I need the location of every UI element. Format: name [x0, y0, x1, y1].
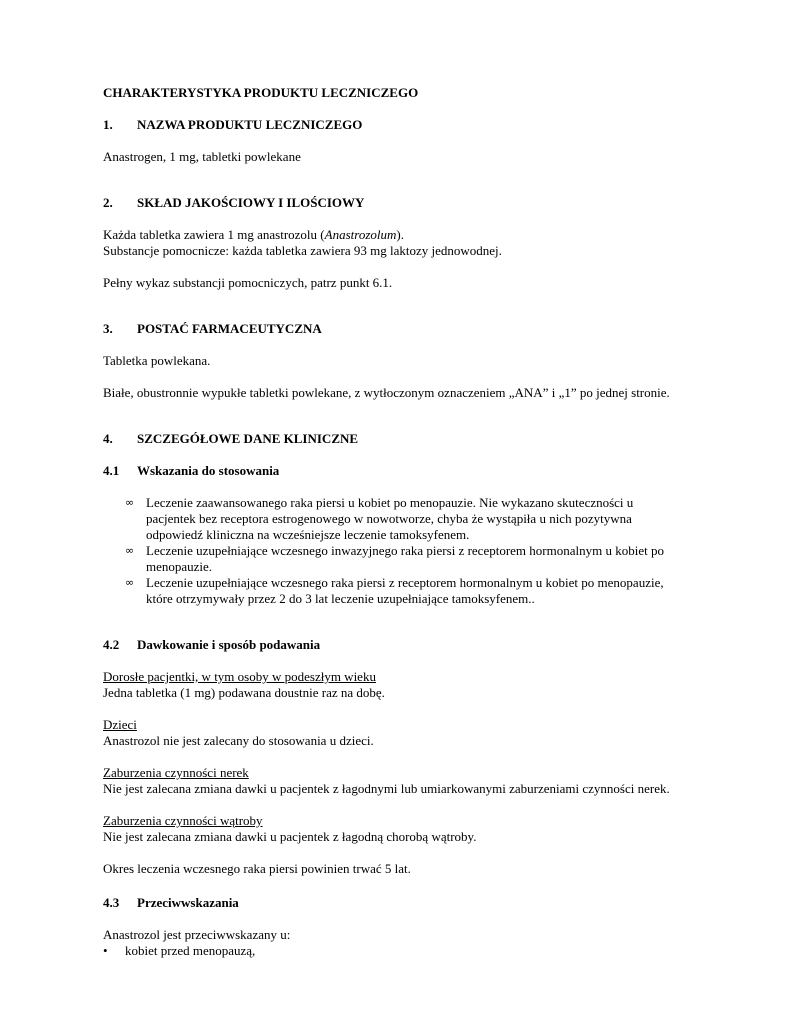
section-4-3-heading — [103, 895, 703, 911]
section-1-title: NAZWA PRODUKTU LECZNICZEGO — [137, 117, 363, 132]
children-subheading: Dzieci — [103, 717, 137, 732]
section-4-3-title: Przeciwwskazania — [137, 895, 239, 910]
section-3-number: 3. — [103, 321, 113, 336]
document-page — [103, 85, 703, 959]
treatment-duration: Okres leczenia wczesnego raka piersi powinien trwać 5 lat. — [103, 861, 411, 876]
section-1-number: 1. — [103, 117, 113, 132]
section-4-title: SZCZEGÓŁOWE DANE KLINICZNE — [137, 431, 359, 446]
section-4-heading — [103, 431, 703, 447]
indication-2-line-2: menopauzie. — [146, 559, 213, 574]
section-4-1-number: 4.1 — [103, 463, 120, 478]
indication-1-line-1: Leczenie zaawansowanego raka piersi u kobiet po menopauzie. Nie wykazano skuteczności u — [146, 495, 634, 510]
contraindications-intro: Anastrozol jest przeciwwskazany u: — [103, 927, 291, 942]
infinity-bullet-icon: ∞ — [125, 544, 135, 557]
infinity-bullet-icon: ∞ — [125, 496, 135, 509]
section-4-number: 4. — [103, 431, 113, 446]
indication-2-line-1: Leczenie uzupełniające wczesnego inwazyjnego raka piersi z receptorem hormonalnym u kobiet po — [146, 543, 664, 558]
section-1-heading — [103, 117, 703, 133]
section-2-number: 2. — [103, 195, 113, 210]
contraindication-text: kobiet przed menopauzą, — [125, 943, 256, 958]
document-title: CHARAKTERYSTYKA PRODUKTU LECZNICZEGO — [103, 85, 419, 100]
product-name: Anastrogen, 1 mg, tabletki powlekane — [103, 149, 301, 164]
section-3-heading — [103, 321, 703, 337]
indication-1-line-2: pacjentek bez receptora estrogenowego w nowotworze, chyba że wystąpiła u nich pozytywna — [146, 511, 632, 526]
adult-subheading: Dorosłe pacjentki, w tym osoby w podeszłym wieku — [103, 669, 376, 684]
indication-item — [125, 543, 706, 575]
children-dosing: Anastrozol nie jest zalecany do stosowania u dzieci. — [103, 733, 374, 748]
liver-subheading: Zaburzenia czynności wątroby — [103, 813, 263, 828]
contraindications-list — [103, 943, 703, 959]
contraindication-item — [103, 943, 703, 959]
bullet-dot-icon: • — [103, 943, 108, 958]
section-4-2-title: Dawkowanie i sposób podawania — [137, 637, 321, 652]
adult-dosing: Jedna tabletka (1 mg) podawana doustnie raz na dobę. — [103, 685, 385, 700]
section-4-2-heading — [103, 637, 703, 653]
section-4-3-number: 4.3 — [103, 895, 120, 910]
section-2-title: SKŁAD JAKOŚCIOWY I ILOŚCIOWY — [137, 195, 365, 210]
section-4-1-heading — [103, 463, 703, 479]
indication-item — [125, 495, 706, 543]
tablet-description: Białe, obustronnie wypukłe tabletki powlekane, z wytłoczonym oznaczeniem „ANA” i „1” po jednej stronie. — [103, 385, 670, 400]
composition-line — [103, 227, 703, 243]
infinity-bullet-icon: ∞ — [125, 576, 135, 589]
section-2-heading — [103, 195, 703, 211]
excipients-reference: Pełny wykaz substancji pomocniczych, patrz punkt 6.1. — [103, 275, 393, 290]
kidney-subheading: Zaburzenia czynności nerek — [103, 765, 249, 780]
indication-item — [125, 575, 706, 607]
indications-list — [103, 495, 703, 607]
dosage-form: Tabletka powlekana. — [103, 353, 211, 368]
section-3-title: POSTAĆ FARMACEUTYCZNA — [137, 321, 322, 336]
liver-dosing: Nie jest zalecana zmiana dawki u pacjentek z łagodną chorobą wątroby. — [103, 829, 477, 844]
section-4-1-title: Wskazania do stosowania — [137, 463, 280, 478]
kidney-dosing: Nie jest zalecana zmiana dawki u pacjentek z łagodnymi lub umiarkowanymi zaburzeniami czynności nerek. — [103, 781, 670, 796]
section-4-2-number: 4.2 — [103, 637, 120, 652]
composition-text-post: ). — [396, 227, 404, 242]
indication-1-line-3: odpowiedź kliniczna na wcześniejsze leczenie tamoksyfenem. — [146, 527, 470, 542]
indication-3-line-1: Leczenie uzupełniające wczesnego raka piersi z receptorem hormonalnym u kobiet po menopauzie, — [146, 575, 664, 590]
excipients-line: Substancje pomocnicze: każda tabletka zawiera 93 mg laktozy jednowodnej. — [103, 243, 502, 258]
composition-text-pre: Każda tabletka zawiera 1 mg anastrozolu ( — [103, 227, 325, 242]
indication-3-line-2: które otrzymywały przez 2 do 3 lat leczenie uzupełniające tamoksyfenem.. — [146, 591, 535, 606]
composition-latin-name: Anastrozolum — [324, 227, 397, 242]
